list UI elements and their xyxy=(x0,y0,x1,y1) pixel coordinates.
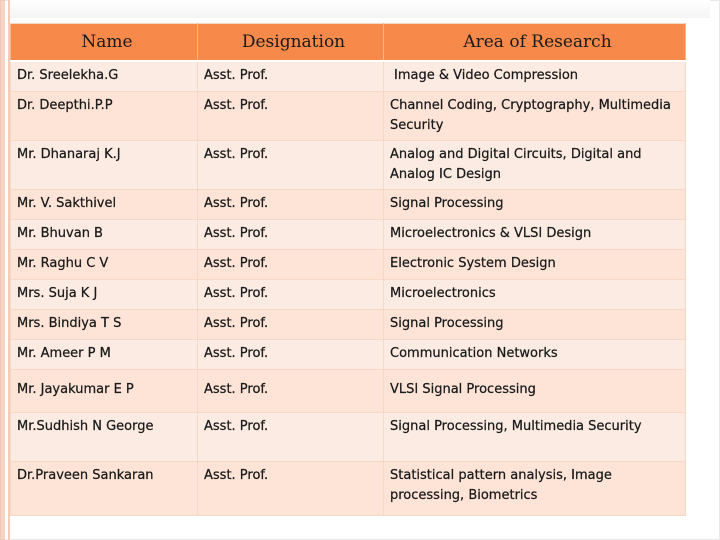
cell-designation: Asst. Prof. xyxy=(198,61,384,91)
cell-designation: Asst. Prof. xyxy=(198,219,384,249)
table-row xyxy=(11,461,686,515)
cell-area: Statistical pattern analysis, Image processing, Biometrics xyxy=(384,461,686,515)
table-row xyxy=(11,189,686,219)
faculty-table xyxy=(10,23,686,516)
cell-name: Mr. Ameer P M xyxy=(11,339,198,369)
cell-name: Mr. Jayakumar E P xyxy=(11,369,198,412)
table-row xyxy=(11,219,686,249)
left-accent-bar xyxy=(0,0,5,540)
table-header-row xyxy=(11,24,686,62)
cell-name: Mr. V. Sakthivel xyxy=(11,189,198,219)
cell-name: Dr. Deepthi.P.P xyxy=(11,91,198,140)
cell-area: Image & Video Compression xyxy=(384,61,686,91)
cell-designation: Asst. Prof. xyxy=(198,369,384,412)
cell-area: Microelectronics & VLSI Design xyxy=(384,219,686,249)
table-row xyxy=(11,249,686,279)
cell-designation: Asst. Prof. xyxy=(198,189,384,219)
cell-designation: Asst. Prof. xyxy=(198,140,384,189)
cell-area: Communication Networks xyxy=(384,339,686,369)
cell-name: Mr. Raghu C V xyxy=(11,249,198,279)
cell-designation: Asst. Prof. xyxy=(198,91,384,140)
cell-area: Signal Processing xyxy=(384,189,686,219)
cell-designation: Asst. Prof. xyxy=(198,339,384,369)
cell-designation: Asst. Prof. xyxy=(198,249,384,279)
cell-name: Dr. Sreelekha.G xyxy=(11,61,198,91)
table-row xyxy=(11,279,686,309)
cell-area: Channel Coding, Cryptography, Multimedia Security xyxy=(384,91,686,140)
header-designation: Designation xyxy=(198,24,384,62)
cell-name: Mr. Bhuvan B xyxy=(11,219,198,249)
cell-designation: Asst. Prof. xyxy=(198,309,384,339)
cell-designation: Asst. Prof. xyxy=(198,412,384,461)
cell-area: Electronic System Design xyxy=(384,249,686,279)
cell-name: Dr.Praveen Sankaran xyxy=(11,461,198,515)
cell-name: Mrs. Bindiya T S xyxy=(11,309,198,339)
cell-area: VLSI Signal Processing xyxy=(384,369,686,412)
table-row xyxy=(11,412,686,461)
cell-area: Microelectronics xyxy=(384,279,686,309)
table-row xyxy=(11,61,686,91)
table-row xyxy=(11,140,686,189)
cell-name: Mr.Sudhish N George xyxy=(11,412,198,461)
cell-designation: Asst. Prof. xyxy=(198,279,384,309)
table-row xyxy=(11,91,686,140)
cell-name: Mrs. Suja K J xyxy=(11,279,198,309)
cell-area: Signal Processing xyxy=(384,309,686,339)
cell-area: Analog and Digital Circuits, Digital and Analog IC Design xyxy=(384,140,686,189)
top-shade xyxy=(10,0,710,18)
table-row xyxy=(11,309,686,339)
table-row xyxy=(11,339,686,369)
table-row xyxy=(11,369,686,412)
header-name: Name xyxy=(11,24,198,62)
cell-designation: Asst. Prof. xyxy=(198,461,384,515)
cell-area: Signal Processing, Multimedia Security xyxy=(384,412,686,461)
header-area-of-research: Area of Research xyxy=(384,24,686,62)
cell-name: Mr. Dhanaraj K.J xyxy=(11,140,198,189)
